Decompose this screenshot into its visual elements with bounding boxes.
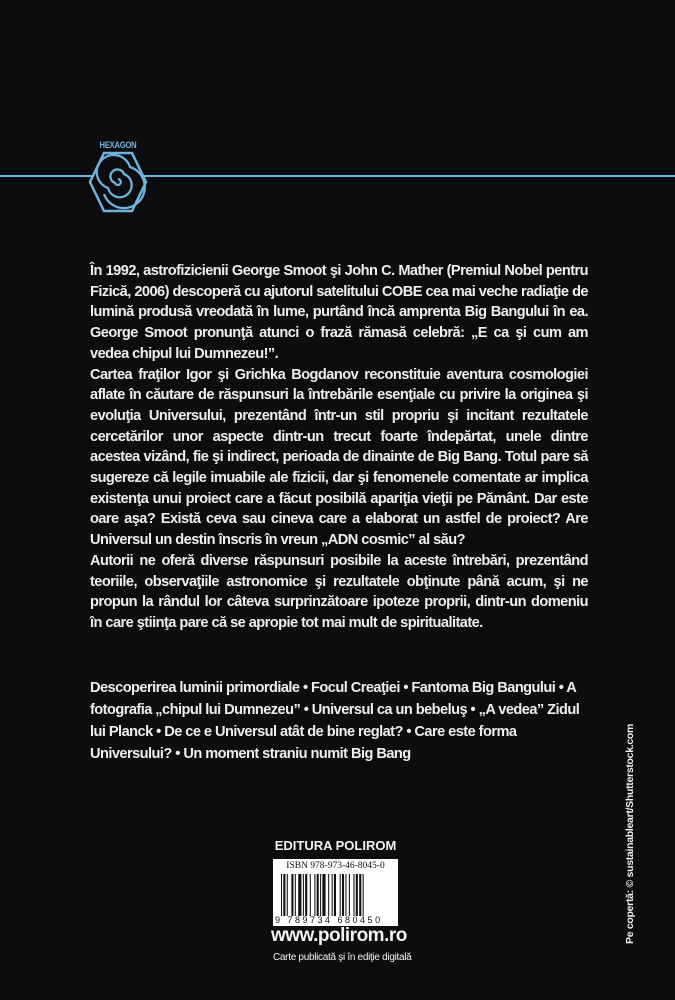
publisher-website[interactable]: www.polirom.ro: [271, 925, 407, 946]
description-paragraph: În 1992, astrofizicienii George Smoot şi John C. Mather (Premiul Nobel pentru Fizică, 2006) descoperă cu ajutorul satelitului COBE cea mai veche radiaţie de lumină produsă vreodată în lume, purtând încă amprenta Big Bangului în ea. George Smoot pronunţă atunci o frază rămasă celebră: „E ca şi cum am vedea chipul lui Dumnezeu!”.: [90, 263, 588, 362]
digital-edition-note: Carte publicată şi în ediţie digitală: [273, 952, 412, 963]
description-paragraph: Autorii ne oferă diverse răspunsuri posibile la aceste întrebări, prezentând teoriile, observaţiile astronomice şi rezultatele obţinute până acum, şi ne propun la rândul lor câteva surprinzătoare ipoteze proprii, dintr-un domeniu în care ştiinţa pare că se apropie tot mai mult de spiritualitate.: [90, 552, 588, 631]
description-paragraph: Cartea fraţilor Igor şi Grichka Bogdanov reconstituie aventura cosmologiei aflate în căutare de răspunsuri la întrebările esenţiale cu privire la originea şi evoluţia Universului, prezentând într-un stil propriu şi incitant rezultatele cercetărilor unor aspecte dintr-un trecut foarte îndepărtat, unele dintre acestea vizând, fie şi indirect, perioada de dinainte de Big Bang. Totul pare să sugereze că legile imuabile ale fizicii, dar şi fenomenele comentate ar implica existenţa unui proiect care a făcut posibilă apariţia vieţii pe Pământ. Dar este oare aşa? Există ceva sau cineva care a elaborat un astfel de proiect? Are Universul un destin înscris în vreun „ADN cosmic” al său?: [90, 366, 588, 549]
isbn-barcode: [273, 859, 398, 926]
logo-label: HEXAGON: [99, 140, 137, 150]
isbn-text: ISBN 978-973-46-8045-0: [286, 861, 385, 871]
cover-credit: Pe copertă: © sustainableart/Shutterstock.com: [624, 723, 636, 944]
chapter-topics: Descoperirea luminii primordiale • Focul Creaţiei • Fantoma Big Bangului • A fotografia „chipul lui Dumnezeu” • Universul ca un bebeluş • „A vedea” Zidul lui Planck • De ce e Universul atât de bine reglat? • Care este forma Universului? • Un moment straniu numit Big Bang: [90, 680, 580, 762]
barcode-digits: 9 789734 680450: [275, 915, 383, 925]
spiral-hexagon-icon: [88, 151, 148, 214]
barcode-bars: [281, 874, 391, 916]
book-description: [90, 261, 588, 634]
hexagon-logo: [88, 140, 148, 216]
publisher-name: EDITURA POLIROM: [274, 838, 397, 853]
